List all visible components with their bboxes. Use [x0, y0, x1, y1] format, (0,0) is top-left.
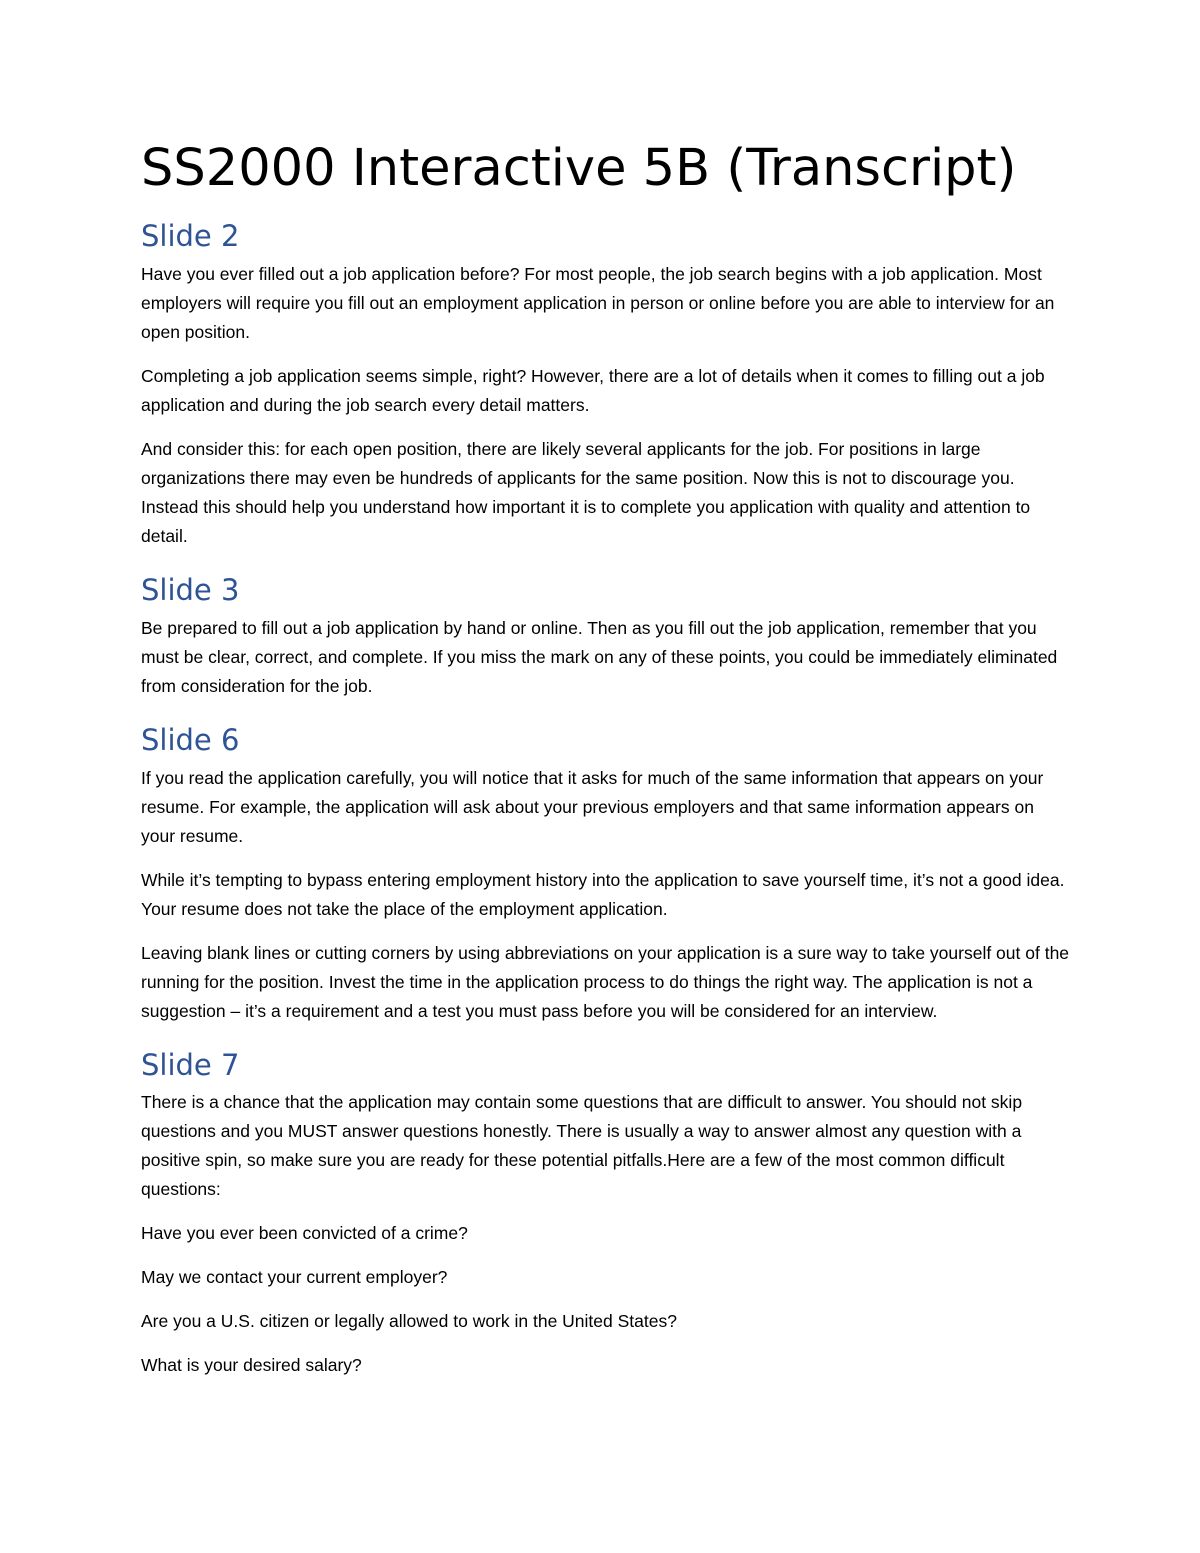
section-heading: Slide 6 [141, 722, 240, 757]
paragraph: Leaving blank lines or cutting corners by using abbreviations on your application is a sure way to take yourself out of the running for the position. Invest the time in the application process to do things the right way. The application is not a suggestion – it’s a requirement and a test you must pass before you will be considered for an interview. [141, 942, 1070, 1021]
section-slide-3 [141, 573, 1071, 701]
page-title: SS2000 Interactive 5B (Transcript) [141, 139, 1017, 198]
document-body [141, 138, 1071, 1395]
section-heading: Slide 3 [141, 572, 240, 607]
question-paragraph: Have you ever been convicted of a crime? [141, 1223, 468, 1244]
paragraph: And consider this: for each open position, there are likely several applicants for the job. For positions in large organizations there may even be hundreds of applicants for the same position. Now this is not to discourage you. Instead this should help you understand how important it is to complete you application with quality and attention to detail. [141, 438, 1031, 546]
paragraph: Be prepared to fill out a job application by hand or online. Then as you fill out the job application, remember that you must be clear, correct, and complete. If you miss the mark on any of these points, you could be immediately eliminated from consideration for the job. [141, 617, 1058, 696]
question-paragraph: Are you a U.S. citizen or legally allowed to work in the United States? [141, 1311, 677, 1332]
paragraph: If you read the application carefully, you will notice that it asks for much of the same information that appears on your resume. For example, the application will ask about your previous employers and that same information appears on your resume. [141, 767, 1044, 846]
section-slide-6 [141, 723, 1071, 1026]
paragraph: Completing a job application seems simple, right? However, there are a lot of details when it comes to filling out a job application and during the job search every detail matters. [141, 365, 1045, 415]
paragraph: There is a chance that the application may contain some questions that are difficult to answer. You should not skip questions and you MUST answer questions honestly. There is usually a way to answer almost any question with a positive spin, so make sure you are ready for these potential pitfalls.Here are a few of the most common difficult questions: [141, 1092, 1023, 1200]
section-heading: Slide 2 [141, 219, 240, 254]
question-paragraph: May we contact your current employer? [141, 1267, 448, 1288]
section-slide-7 [141, 1048, 1071, 1381]
section-heading: Slide 7 [141, 1047, 240, 1082]
paragraph: While it’s tempting to bypass entering employment history into the application to save yourself time, it’s not a good idea. Your resume does not take the place of the employment application. [141, 869, 1065, 919]
section-slide-2 [141, 219, 1071, 551]
question-paragraph: What is your desired salary? [141, 1355, 362, 1376]
paragraph: Have you ever filled out a job application before? For most people, the job search begins with a job application. Most employers will require you fill out an employment application in person or online before you are able to interview for an open position. [141, 263, 1055, 342]
